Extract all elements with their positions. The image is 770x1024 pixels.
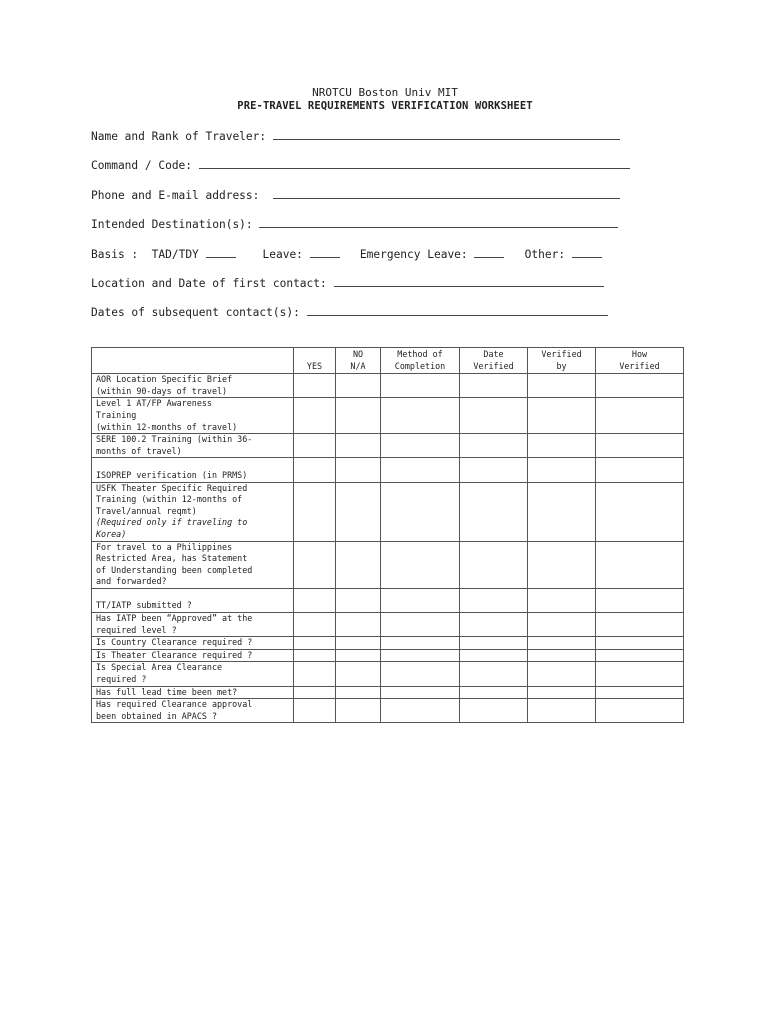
method-cell[interactable]: [381, 686, 460, 699]
basis-row: [91, 246, 602, 261]
requirement-text: Travel/annual reqmt): [96, 505, 197, 516]
requirement-text: SERE 100.2 Training (within 36-: [96, 434, 253, 445]
method-cell[interactable]: [381, 588, 460, 612]
date-cell[interactable]: [460, 588, 528, 612]
yes-cell[interactable]: [294, 649, 336, 662]
verified-by-cell[interactable]: [528, 398, 596, 434]
command-label: Command / Code:: [91, 159, 193, 172]
requirement-cell: [92, 649, 294, 662]
no-cell[interactable]: [336, 374, 381, 398]
table-row: [92, 637, 684, 650]
method-cell[interactable]: [381, 541, 460, 588]
requirement-text: For travel to a Philippines: [96, 541, 233, 552]
verified-by-cell[interactable]: [528, 699, 596, 723]
tad-blank[interactable]: [206, 246, 236, 258]
no-cell[interactable]: [336, 699, 381, 723]
verified-by-cell[interactable]: [528, 588, 596, 612]
requirement-text: USFK Theater Specific Required: [96, 482, 248, 493]
table-row: [92, 398, 684, 434]
requirement-cell: [92, 374, 294, 398]
no-cell[interactable]: [336, 613, 381, 637]
requirement-text: (within 90-days of travel): [96, 385, 228, 396]
destination-line[interactable]: [259, 216, 618, 228]
requirement-cell: [92, 434, 294, 458]
how-verified-cell[interactable]: [596, 434, 684, 458]
requirement-cell: [92, 686, 294, 699]
yes-cell[interactable]: [294, 482, 336, 541]
no-cell[interactable]: [336, 686, 381, 699]
no-cell[interactable]: [336, 398, 381, 434]
verified-by-cell[interactable]: [528, 613, 596, 637]
how-verified-cell[interactable]: [596, 374, 684, 398]
header-how-line2: Verified: [619, 360, 660, 371]
table-row: [92, 588, 684, 612]
requirement-text: required ?: [96, 674, 147, 685]
other-blank[interactable]: [572, 246, 602, 258]
requirement-cell: [92, 637, 294, 650]
requirement-note: (Required only if traveling to: [96, 517, 248, 528]
phone-email-line[interactable]: [273, 187, 620, 199]
header-how-verified: [596, 348, 684, 374]
requirement-text: ISOPREP verification (in PRMS): [96, 469, 248, 480]
table-row: [92, 482, 684, 541]
name-rank-field: [91, 128, 620, 143]
how-verified-cell[interactable]: [596, 686, 684, 699]
requirement-text: Level 1 AT/FP Awareness: [96, 398, 212, 409]
location-first-contact-field: [91, 275, 604, 290]
date-cell[interactable]: [460, 398, 528, 434]
header-yes: [294, 348, 336, 374]
date-cell[interactable]: [460, 649, 528, 662]
method-cell[interactable]: [381, 699, 460, 723]
no-cell[interactable]: [336, 588, 381, 612]
name-rank-label: Name and Rank of Traveler:: [91, 130, 267, 143]
yes-cell[interactable]: [294, 613, 336, 637]
requirement-text: Restricted Area, has Statement: [96, 553, 248, 564]
header-date-line2: Verified: [473, 360, 514, 371]
requirement-cell: [92, 699, 294, 723]
location-first-contact-line[interactable]: [334, 275, 604, 287]
yes-cell[interactable]: [294, 374, 336, 398]
requirement-text: Is Theater Clearance required ?: [96, 649, 253, 660]
how-verified-cell[interactable]: [596, 482, 684, 541]
command-line[interactable]: [199, 157, 630, 169]
date-cell[interactable]: [460, 434, 528, 458]
header-item: [92, 348, 294, 374]
method-cell[interactable]: [381, 662, 460, 686]
no-cell[interactable]: [336, 541, 381, 588]
yes-cell[interactable]: [294, 637, 336, 650]
emergency-blank[interactable]: [474, 246, 504, 258]
basis-label: Basis :: [91, 248, 139, 261]
method-cell[interactable]: [381, 649, 460, 662]
table-row: [92, 699, 684, 723]
no-cell[interactable]: [336, 649, 381, 662]
table-row: [92, 686, 684, 699]
verified-by-cell[interactable]: [528, 649, 596, 662]
requirement-note: Korea): [96, 528, 127, 539]
header-how-line1: How: [631, 349, 648, 359]
no-cell[interactable]: [336, 458, 381, 482]
header-verified-by: [528, 348, 596, 374]
how-verified-cell[interactable]: [596, 458, 684, 482]
date-cell[interactable]: [460, 686, 528, 699]
command-field: [91, 157, 630, 172]
header-no-line1: NO: [352, 349, 364, 359]
yes-cell[interactable]: [294, 398, 336, 434]
requirement-cell: [92, 613, 294, 637]
date-cell[interactable]: [460, 613, 528, 637]
requirement-text: months of travel): [96, 445, 182, 456]
subsequent-contact-field: [91, 304, 608, 319]
requirement-text: Has IATP been “Approved” at the: [96, 613, 253, 624]
table-row: [92, 649, 684, 662]
requirement-text: been obtained in APACS ?: [96, 710, 218, 721]
method-cell[interactable]: [381, 458, 460, 482]
phone-email-label: Phone and E-mail address:: [91, 189, 260, 202]
subsequent-contact-label: Dates of subsequent contact(s):: [91, 306, 300, 319]
date-cell[interactable]: [460, 637, 528, 650]
requirement-text: TT/IATP submitted ?: [96, 600, 192, 611]
method-cell[interactable]: [381, 374, 460, 398]
requirement-text: AOR Location Specific Brief: [96, 374, 233, 385]
date-cell[interactable]: [460, 662, 528, 686]
requirement-text: of Understanding been completed: [96, 564, 253, 575]
yes-cell[interactable]: [294, 588, 336, 612]
requirement-cell: [92, 482, 294, 541]
verified-by-cell[interactable]: [528, 662, 596, 686]
org-name: NROTCU Boston Univ MIT: [312, 86, 458, 99]
method-cell[interactable]: [381, 637, 460, 650]
page-title: PRE-TRAVEL REQUIREMENTS VERIFICATION WORKSHEET: [237, 100, 533, 112]
leave-blank[interactable]: [310, 246, 340, 258]
yes-cell[interactable]: [294, 434, 336, 458]
table-header-row: [92, 348, 684, 374]
method-cell[interactable]: [381, 613, 460, 637]
header-method-line1: Method of: [397, 349, 443, 359]
table-row: [92, 374, 684, 398]
requirement-cell: [92, 588, 294, 612]
requirement-text: Training (within 12-months of: [96, 494, 243, 505]
leave-label: Leave:: [262, 248, 303, 261]
no-cell[interactable]: [336, 637, 381, 650]
other-label: Other:: [524, 248, 566, 261]
date-cell[interactable]: [460, 699, 528, 723]
requirement-text: (within 12-months of travel): [96, 421, 238, 432]
how-verified-cell[interactable]: [596, 699, 684, 723]
requirement-cell: [92, 458, 294, 482]
table-row: [92, 613, 684, 637]
how-verified-cell[interactable]: [596, 649, 684, 662]
phone-email-field: [91, 187, 620, 202]
method-cell[interactable]: [381, 482, 460, 541]
verification-table: [91, 347, 684, 723]
date-cell[interactable]: [460, 541, 528, 588]
no-cell[interactable]: [336, 434, 381, 458]
table-body: [92, 374, 684, 723]
requirement-text: [96, 589, 289, 601]
verified-by-cell[interactable]: [528, 541, 596, 588]
table-row: [92, 541, 684, 588]
no-cell[interactable]: [336, 662, 381, 686]
header-verified-line2: by: [556, 360, 567, 371]
header-date: [460, 348, 528, 374]
table-row: [92, 434, 684, 458]
method-cell[interactable]: [381, 398, 460, 434]
subsequent-contact-line[interactable]: [307, 304, 608, 316]
table-row: [92, 458, 684, 482]
date-cell[interactable]: [460, 374, 528, 398]
verified-by-cell[interactable]: [528, 686, 596, 699]
destination-field: [91, 216, 618, 231]
requirement-cell: [92, 541, 294, 588]
table-row: [92, 662, 684, 686]
header-method: [381, 348, 460, 374]
how-verified-cell[interactable]: [596, 662, 684, 686]
date-cell[interactable]: [460, 458, 528, 482]
requirement-text: and forwarded?: [96, 576, 167, 587]
requirement-text: Is Special Area Clearance: [96, 662, 223, 673]
yes-cell[interactable]: [294, 662, 336, 686]
header-date-line1: Date: [483, 349, 504, 359]
requirement-text: Training: [96, 409, 137, 420]
requirement-text: required level ?: [96, 624, 177, 635]
how-verified-cell[interactable]: [596, 398, 684, 434]
verified-by-cell[interactable]: [528, 458, 596, 482]
how-verified-cell[interactable]: [596, 613, 684, 637]
yes-cell[interactable]: [294, 686, 336, 699]
requirement-text: [96, 458, 289, 470]
how-verified-cell[interactable]: [596, 588, 684, 612]
verified-by-cell[interactable]: [528, 482, 596, 541]
date-cell[interactable]: [460, 482, 528, 541]
requirement-text: Is Country Clearance required ?: [96, 637, 253, 648]
verified-by-cell[interactable]: [528, 434, 596, 458]
name-rank-line[interactable]: [273, 128, 620, 140]
verified-by-cell[interactable]: [528, 374, 596, 398]
header-verified-line1: Verified: [541, 349, 582, 359]
requirement-text: Has full lead time been met?: [96, 686, 238, 697]
yes-cell[interactable]: [294, 541, 336, 588]
requirement-text: Has required Clearance approval: [96, 699, 253, 710]
destination-label: Intended Destination(s):: [91, 218, 253, 231]
no-cell[interactable]: [336, 482, 381, 541]
location-first-contact-label: Location and Date of first contact:: [91, 277, 327, 290]
emergency-label: Emergency Leave:: [359, 248, 468, 261]
yes-cell[interactable]: [294, 458, 336, 482]
how-verified-cell[interactable]: [596, 541, 684, 588]
requirement-cell: [92, 662, 294, 686]
yes-cell[interactable]: [294, 699, 336, 723]
how-verified-cell[interactable]: [596, 637, 684, 650]
header-method-line2: Completion: [394, 360, 446, 371]
tad-label: TAD/TDY: [151, 248, 199, 261]
verified-by-cell[interactable]: [528, 637, 596, 650]
method-cell[interactable]: [381, 434, 460, 458]
header-no: [336, 348, 381, 374]
header-yes-text: YES: [306, 360, 323, 371]
header-no-line2: N/A: [350, 360, 366, 371]
requirement-cell: [92, 398, 294, 434]
